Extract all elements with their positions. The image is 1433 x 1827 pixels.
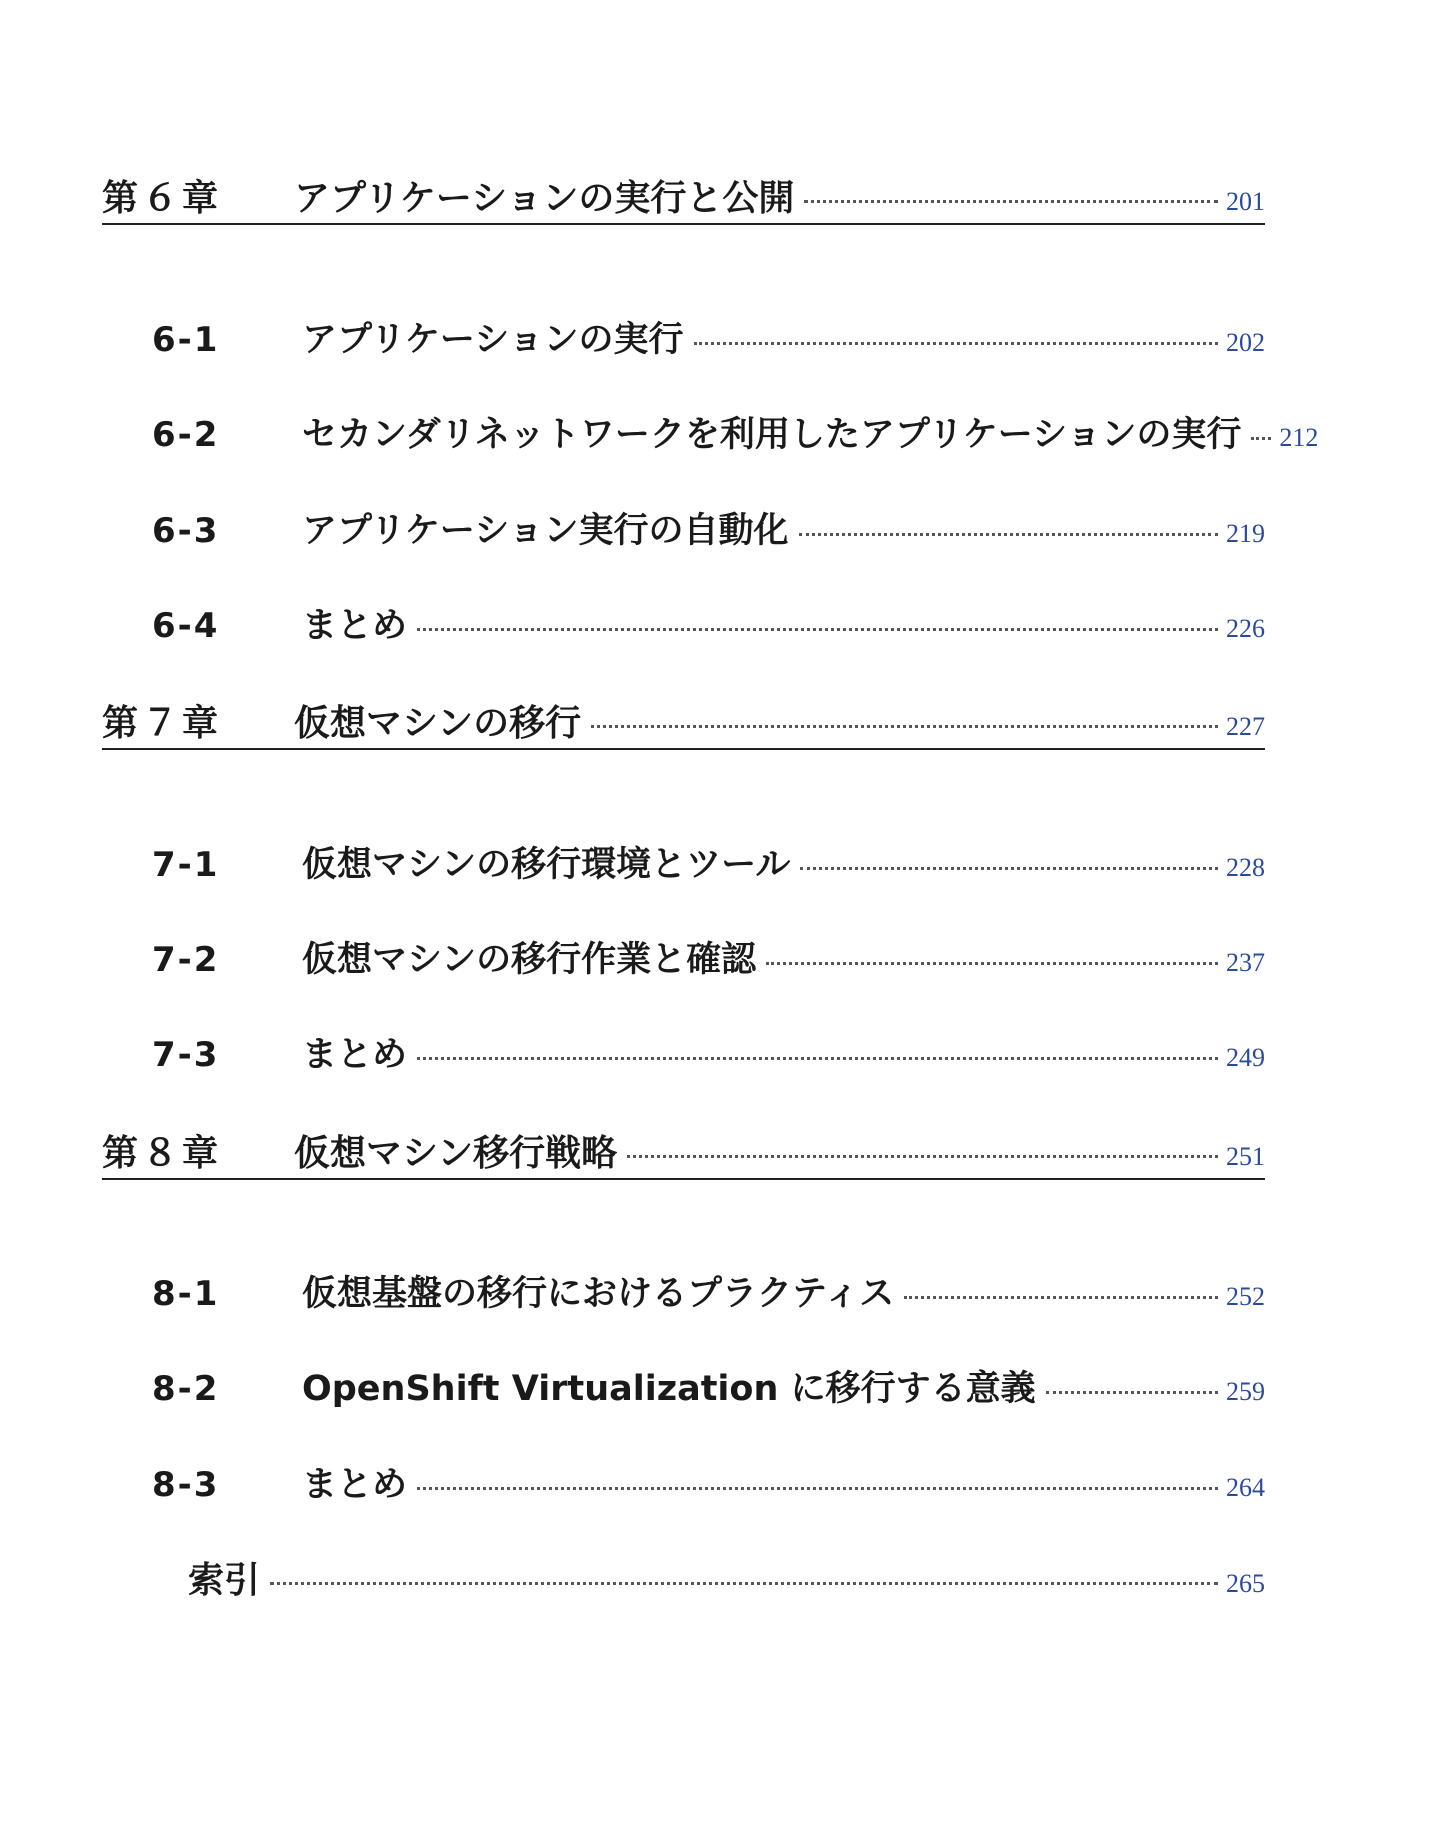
page-number: 226: [1226, 614, 1265, 643]
dot-leader: [804, 200, 1218, 203]
chapter-title: アプリケーションの実行と公開: [294, 178, 795, 219]
page-number: 251: [1226, 1142, 1265, 1171]
page-number: 237: [1226, 948, 1265, 977]
page-number: 202: [1226, 328, 1265, 357]
section-number: 7-2: [152, 940, 220, 980]
chapter-label: 第７章: [102, 703, 223, 744]
toc-section-6-1[interactable]: [152, 312, 1265, 362]
dot-leader: [417, 1057, 1218, 1060]
toc-chapter-7[interactable]: [102, 695, 1265, 750]
toc-section-6-3[interactable]: [152, 503, 1265, 553]
chapter-label: 第８章: [102, 1133, 223, 1174]
section-number: 6-3: [152, 511, 220, 551]
page-number: 219: [1226, 519, 1265, 548]
dot-leader: [417, 628, 1218, 631]
dot-leader: [766, 962, 1218, 965]
section-title: 仮想マシンの移行作業と確認: [302, 940, 757, 980]
dot-leader: [591, 725, 1218, 728]
toc-section-6-2[interactable]: [152, 407, 1319, 457]
section-title: まとめ: [302, 1465, 408, 1505]
page-number: 249: [1226, 1043, 1265, 1072]
dot-leader: [800, 867, 1218, 870]
section-number: 6-4: [152, 606, 220, 646]
toc-section-7-3[interactable]: [152, 1027, 1265, 1077]
page-number: 228: [1226, 853, 1265, 882]
section-number: 8-2: [152, 1369, 220, 1409]
dot-leader: [1046, 1391, 1218, 1394]
dot-leader: [904, 1296, 1218, 1299]
chapter-title: 仮想マシン移行戦略: [294, 1133, 618, 1174]
toc-section-6-4[interactable]: [152, 598, 1265, 648]
dot-leader: [694, 342, 1218, 345]
page-number: 265: [1226, 1569, 1265, 1598]
section-title: OpenShift Virtualization に移行する意義: [302, 1369, 1036, 1409]
page-number: 227: [1226, 712, 1265, 741]
dot-leader: [799, 533, 1218, 536]
page-number: 201: [1226, 187, 1265, 216]
page-number: 212: [1279, 423, 1319, 452]
page-number: 252: [1226, 1282, 1265, 1311]
dot-leader: [627, 1155, 1218, 1158]
section-number: 8-1: [152, 1274, 220, 1314]
toc-section-8-2[interactable]: [152, 1361, 1265, 1411]
section-title: セカンダリネットワークを利用したアプリケーションの実行: [302, 415, 1242, 455]
toc-chapter-8[interactable]: [102, 1125, 1265, 1180]
section-title: アプリケーション実行の自動化: [302, 511, 789, 551]
toc-index[interactable]: [188, 1552, 1265, 1603]
section-number: 6-2: [152, 415, 220, 455]
toc-section-7-1[interactable]: [152, 837, 1265, 887]
chapter-label: 第６章: [102, 178, 223, 219]
dot-leader: [417, 1487, 1218, 1490]
toc-chapter-6[interactable]: [102, 170, 1265, 225]
section-title: まとめ: [302, 606, 408, 646]
dot-leader: [1251, 437, 1271, 440]
section-number: 7-3: [152, 1035, 220, 1075]
section-number: 7-1: [152, 845, 220, 885]
section-title: 仮想マシンの移行環境とツール: [302, 845, 791, 885]
toc-section-8-3[interactable]: [152, 1457, 1265, 1507]
section-title: アプリケーションの実行: [302, 320, 684, 360]
section-title: まとめ: [302, 1035, 408, 1075]
page-number: 264: [1226, 1473, 1265, 1502]
chapter-title: 仮想マシンの移行: [294, 703, 582, 744]
toc-section-8-1[interactable]: [152, 1266, 1265, 1316]
dot-leader: [270, 1582, 1218, 1585]
section-number: 6-1: [152, 320, 220, 360]
section-number: 8-3: [152, 1465, 220, 1505]
page-number: 259: [1226, 1377, 1265, 1406]
toc-section-7-2[interactable]: [152, 932, 1265, 982]
index-title: 索引: [188, 1560, 261, 1601]
section-title: 仮想基盤の移行におけるプラクティス: [302, 1274, 895, 1314]
